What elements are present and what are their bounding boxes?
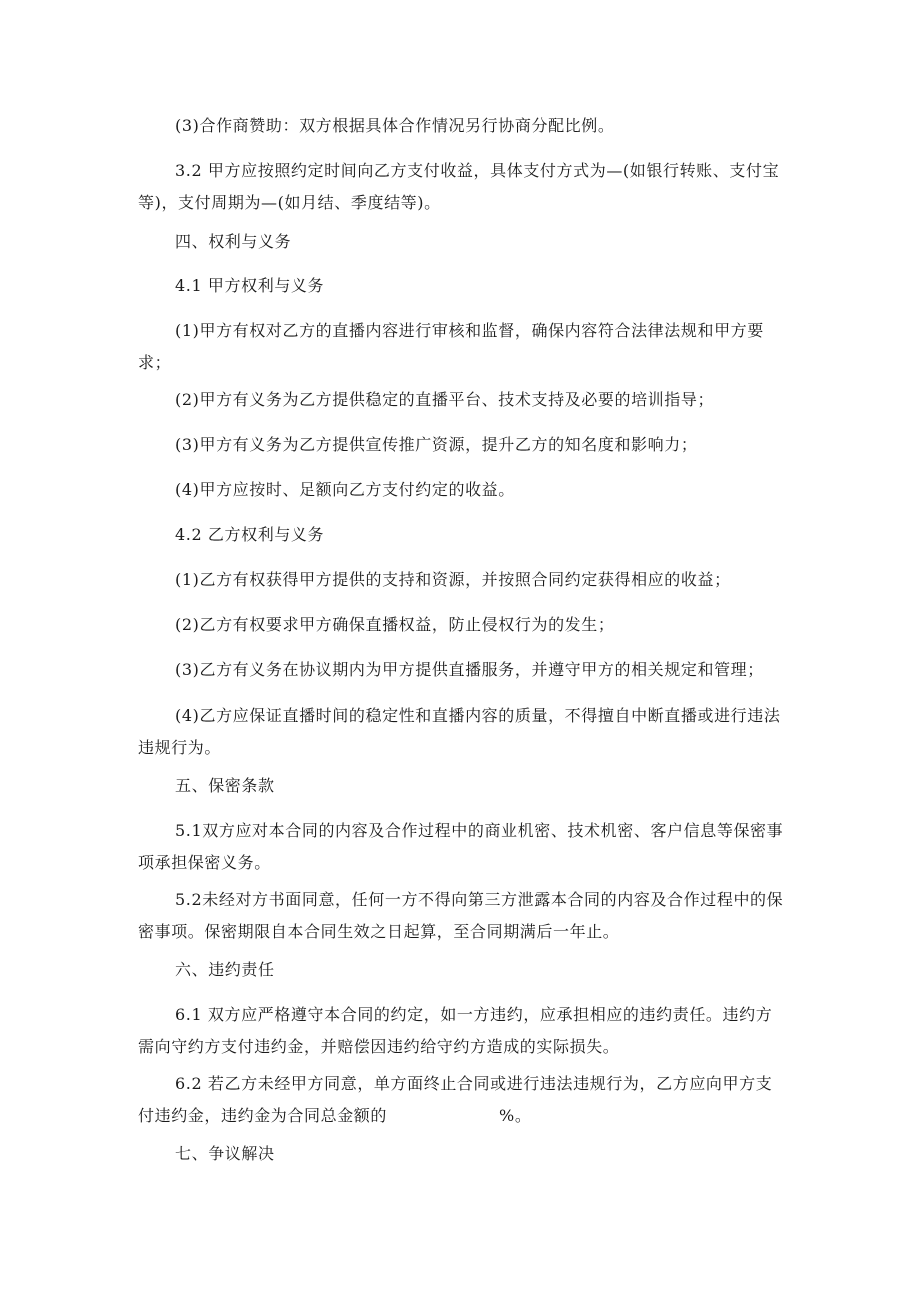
clause-6-1: 6.1 双方应严格遵守本合同的约定，如一方违约，应承担相应的违约责任。违约方需向守约方支付违约金，并赔偿因违约给守约方造成的实际损失。 <box>138 1005 773 1056</box>
clause-4-2-item-2: (2)乙方有权要求甲方确保直播权益，防止侵权行为的发生； <box>175 615 615 634</box>
clause-6-2 <box>138 1068 788 1132</box>
clause-3-2: 3.2 甲方应按照约定时间向乙方支付收益，具体支付方式为—(如银行转账、支付宝等)，支付周期为—(如月结、季度结等)。 <box>138 161 780 212</box>
permille-sign: %。 <box>499 1106 532 1125</box>
clause-4-2-item-4: (4)乙方应保证直播时间的稳定性和直播内容的质量，不得擅自中断直播或进行违法违规行为。 <box>138 706 781 757</box>
clause-5-1: 5.1双方应对本合同的内容及合作过程中的商业机密、技术机密、客户信息等保密事项承担保密义务。 <box>138 821 784 872</box>
section-heading-dispute-resolution: 七、争议解决 <box>175 1144 275 1163</box>
clause-4-2-heading: 4.2 乙方权利与义务 <box>175 525 325 544</box>
clause-4-1-item-2: (2)甲方有义务为乙方提供稳定的直播平台、技术支持及必要的培训指导； <box>175 390 715 409</box>
clause-4-1-heading: 4.1 甲方权利与义务 <box>175 276 325 295</box>
clause-4-1-item-1: (1)甲方有权对乙方的直播内容进行审核和监督，确保内容符合法律法规和甲方要求； <box>138 321 764 372</box>
clause-4-1-item-3: (3)甲方有义务为乙方提供宣传推广资源，提升乙方的知名度和影响力； <box>175 435 698 454</box>
clause-6-2-text: 6.2 若乙方未经甲方同意，单方面终止合同或进行违法违规行为，乙方应向甲方支付违约金，违约金为合同总金额的 <box>138 1074 773 1125</box>
section-heading-breach-liability: 六、违约责任 <box>175 960 275 979</box>
clause-4-1-item-4: (4)甲方应按时、足额向乙方支付约定的收益。 <box>175 480 515 499</box>
clause-4-2-item-3: (3)乙方有义务在协议期内为甲方提供直播服务，并遵守甲方的相关规定和管理； <box>175 660 764 679</box>
section-heading-confidentiality: 五、保密条款 <box>175 776 275 795</box>
clause-5-2: 5.2未经对方书面同意，任何一方不得向第三方泄露本合同的内容及合作过程中的保密事项。保密期限自本合同生效之日起算，至合同期满后一年止。 <box>138 890 784 941</box>
clause-3-1-item-3: (3)合作商赞助：双方根据具体合作情况另行协商分配比例。 <box>175 116 615 135</box>
clause-4-2-item-1: (1)乙方有权获得甲方提供的支持和资源，并按照合同约定获得相应的收益； <box>175 570 731 589</box>
section-heading-rights-obligations: 四、权利与义务 <box>175 232 292 251</box>
